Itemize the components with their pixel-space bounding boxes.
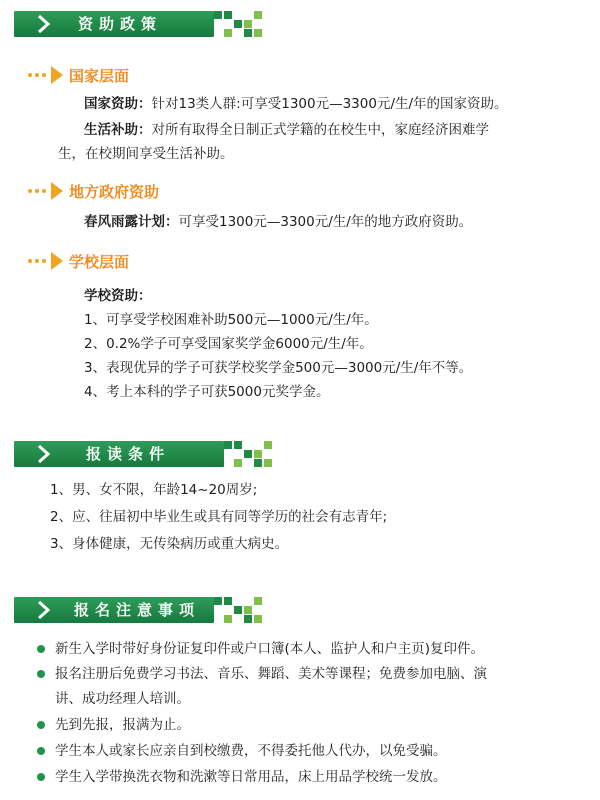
bullet-dot-icon [37, 747, 45, 755]
subheading-national: 国家层面 [28, 64, 129, 86]
subheading-school: 学校层面 [28, 250, 129, 272]
national-item: 生活补助：对所有取得全日制正式学籍的在校生中，家庭经济困难学 [84, 122, 489, 138]
chevron-right-icon [34, 14, 54, 34]
section-banner-funding [14, 8, 264, 40]
bullet-dot-icon [37, 670, 45, 678]
subheading-local: 地方政府资助 [28, 180, 159, 202]
condition-item: 1、男、女不限，年龄14~20周岁; [50, 482, 258, 498]
section-title: 资助政策 [78, 15, 163, 33]
bullet-dot-icon [37, 773, 45, 781]
chevron-right-icon [34, 600, 54, 620]
condition-item: 2、应、往届初中毕业生或具有同等学历的社会有志青年; [50, 509, 388, 525]
pixel-squares-icon [214, 594, 270, 626]
school-item: 2、0.2%学子可享受国家奖学金6000元/生/年。 [84, 336, 373, 352]
school-item: 4、考上本科的学子可获5000元奖学金。 [84, 384, 330, 400]
pixel-squares-icon [214, 8, 270, 40]
local-item: 春风雨露计划：可享受1300元—3300元/生/年的地方政府资助。 [84, 214, 473, 230]
school-item: 3、表现优异的学子可获学校奖学金500元—3000元/生/年不等。 [84, 360, 473, 376]
section-title: 报名注意事项 [74, 601, 201, 619]
school-label: 学校资助： [84, 288, 152, 304]
section-banner-notice [14, 594, 274, 626]
pixel-squares-icon [224, 438, 280, 470]
condition-item: 3、身体健康，无传染病历或重大病史。 [50, 536, 289, 552]
school-item: 1、可享受学校困难补助500元—1000元/生/年。 [84, 312, 378, 328]
bullet-dot-icon [37, 645, 45, 653]
chevron-right-icon [34, 444, 54, 464]
section-banner-conditions [14, 438, 284, 470]
national-item: 国家资助：针对13类人群:可享受1300元—3300元/生/年的国家资助。 [84, 96, 508, 112]
national-item-continuation: 生，在校期间享受生活补助。 [58, 146, 234, 162]
bullet-dot-icon [37, 721, 45, 729]
section-title: 报读条件 [86, 445, 171, 463]
